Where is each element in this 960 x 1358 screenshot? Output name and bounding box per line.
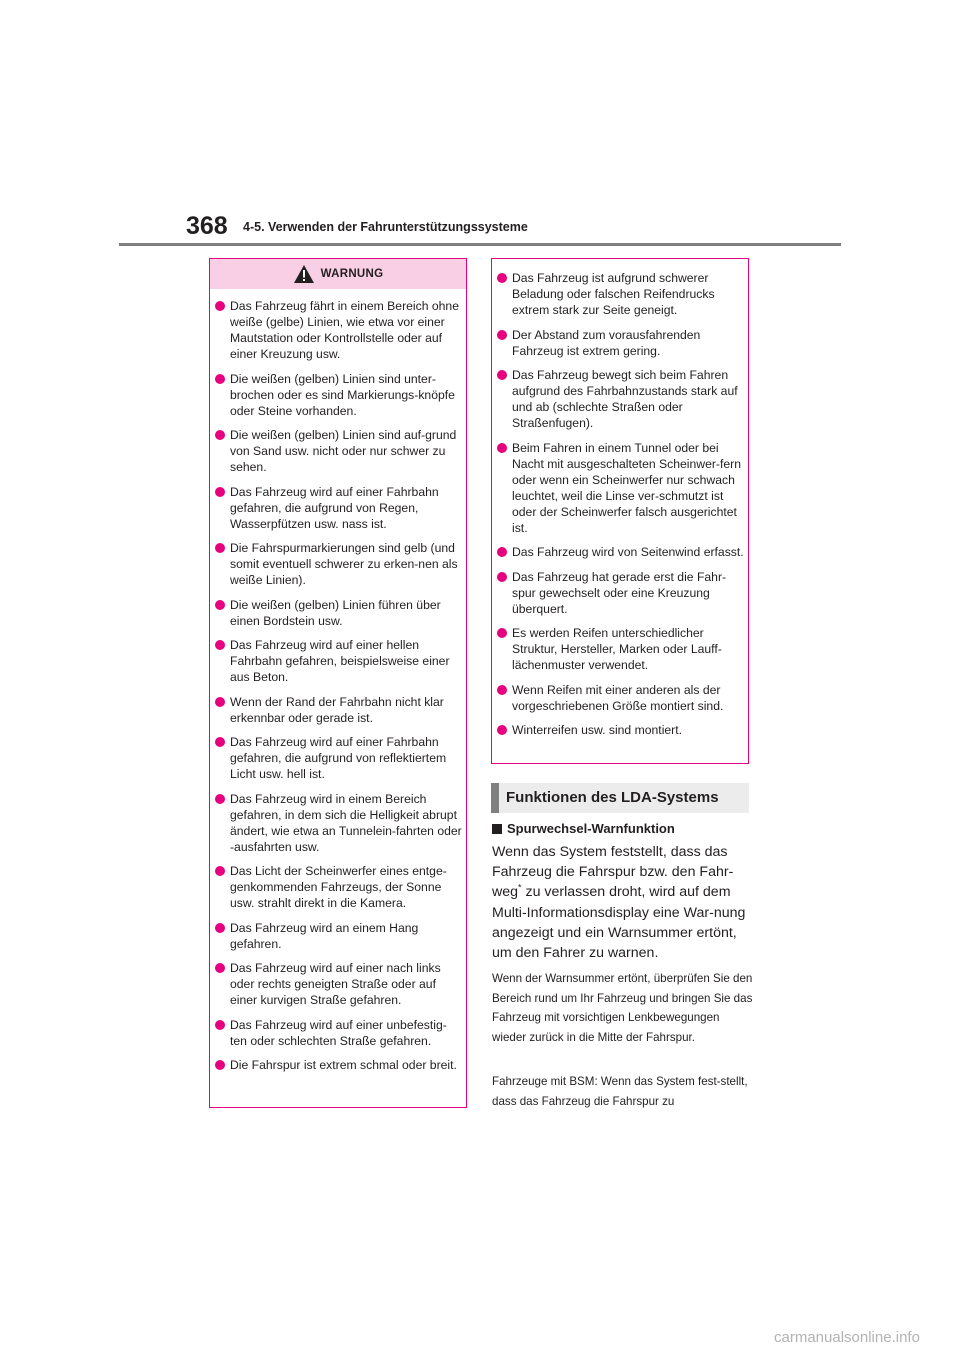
list-item: [494, 544, 750, 560]
header-rule: [119, 243, 841, 246]
list-item-text: Das Fahrzeug wird auf einer hellen Fahrbahn gefahren, beispielsweise einer aus Beton.: [230, 638, 450, 684]
watermark: carmanualsonline.info: [774, 1329, 920, 1346]
warning-continued-list: [492, 259, 748, 738]
page-number: 368: [186, 212, 228, 240]
list-item: [212, 863, 468, 911]
bullet-dot-icon: [497, 725, 507, 735]
bullet-dot-icon: [215, 697, 225, 707]
list-item-text: Beim Fahren in einem Tunnel oder bei Nacht mit ausgeschalteten Scheinwer-fern oder wenn ein Scheinwerfer nur schwach leuchtet, weil die Linse ver-schmutzt ist oder der Scheinwerfer falsch ausgerichtet ist.: [512, 440, 741, 535]
list-item: [212, 540, 468, 588]
bullet-dot-icon: [215, 1020, 225, 1030]
paragraph-1: Wenn der Warnsummer ertönt, überprüfen Sie den Bereich rund um Ihr Fahrzeug und bringen Sie das Fahrzeug mit vorsichtigen Lenkbewegungen wieder zurück in die Mitte der Fahrspur.: [492, 972, 753, 1044]
subheading-text: Spurwechsel-Warnfunktion: [507, 821, 675, 836]
bullet-dot-icon: [215, 374, 225, 384]
list-item-text: Das Licht der Scheinwerfer eines entge-genkommenden Fahrzeugs, der Sonne usw. strahlt direkt in die Kamera.: [230, 864, 447, 910]
warning-title: WARNUNG: [320, 268, 384, 280]
list-item-text: Das Fahrzeug bewegt sich beim Fahren aufgrund des Fahrbahnzustands stark auf und ab (schlechte Straßen oder Straßenfugen).: [512, 368, 738, 430]
warning-triangle-icon: [293, 264, 315, 284]
bullet-dot-icon: [497, 330, 507, 340]
list-item: [212, 920, 468, 952]
list-item: [494, 270, 750, 318]
list-item: [212, 960, 468, 1008]
list-item-text: Das Fahrzeug wird an einem Hang gefahren.: [230, 920, 419, 951]
bullet-dot-icon: [215, 963, 225, 973]
square-bullet-icon: [492, 824, 502, 834]
bullet-dot-icon: [497, 572, 507, 582]
bullet-dot-icon: [215, 430, 225, 440]
bullet-dot-icon: [497, 547, 507, 557]
list-item-text: Die Fahrspur ist extrem schmal oder breit.: [230, 1058, 457, 1072]
list-item-text: Das Fahrzeug fährt in einem Bereich ohne weiße (gelbe) Linien, wie etwa vor einer Mautstation oder Kontrollstelle oder auf einer Kreuzung usw.: [230, 299, 459, 361]
list-item: [212, 1017, 468, 1049]
bullet-dot-icon: [215, 487, 225, 497]
bullet-dot-icon: [497, 370, 507, 380]
list-item: [212, 1057, 468, 1073]
footnote-marker: *: [518, 882, 522, 893]
bullet-dot-icon: [215, 600, 225, 610]
section-heading: Funktionen des LDA-Systems: [491, 783, 749, 813]
list-item-text: Das Fahrzeug wird von Seitenwind erfasst.: [512, 545, 744, 559]
list-item: [494, 327, 750, 359]
intro-text-start: Wenn das System feststellt, dass das Fahrzeug die Fahrspur bzw. den Fahr-weg: [492, 844, 734, 901]
list-item-text: Die weißen (gelben) Linien sind auf-grund von Sand usw. nicht oder nur schwer zu sehen.: [230, 428, 457, 474]
list-item: [494, 682, 750, 714]
list-item-text: Die weißen (gelben) Linien führen über einen Bordstein usw.: [230, 597, 441, 628]
list-item: [212, 734, 468, 782]
list-item-text: Die weißen (gelben) Linien sind unter-brochen oder es sind Markierungs-knöpfe oder Steine vorhanden.: [230, 371, 455, 418]
list-item: [212, 637, 468, 685]
warning-continued-box: [491, 258, 749, 764]
list-item: [212, 484, 468, 532]
list-item-text: Winterreifen usw. sind montiert.: [512, 723, 683, 737]
bullet-dot-icon: [215, 737, 225, 747]
bullet-dot-icon: [215, 543, 225, 553]
list-item: [494, 440, 750, 536]
list-item: [212, 791, 468, 855]
list-item: [494, 625, 750, 673]
list-item-text: Es werden Reifen unterschiedlicher Struktur, Hersteller, Marken oder Lauff-lächenmuster verwendet.: [512, 626, 722, 672]
list-item-text: Wenn der Rand der Fahrbahn nicht klar erkennbar oder gerade ist.: [230, 694, 444, 725]
list-item-text: Das Fahrzeug wird auf einer unbefestig-ten oder schlechten Straße gefahren.: [230, 1017, 447, 1048]
list-item: [494, 569, 750, 617]
list-item-text: Wenn Reifen mit einer anderen als der vorgeschriebenen Größe montiert sind.: [512, 682, 724, 713]
list-item-text: Die Fahrspurmarkierungen sind gelb (und somit eventuell schwerer zu erken-nen als weiße Linien).: [230, 541, 458, 587]
intro-text-end: zu verlassen droht, wird auf dem Multi-Informationsdisplay eine War-nung angezeigt und ein Warnsummer ertönt, um den Fahrer zu warnen.: [492, 884, 746, 962]
list-item-text: Das Fahrzeug ist aufgrund schwerer Beladung oder falschen Reifendrucks extrem stark zur Seite geneigt.: [512, 271, 715, 317]
bullet-dot-icon: [215, 301, 225, 311]
bullet-dot-icon: [497, 273, 507, 283]
bullet-dot-icon: [215, 866, 225, 876]
list-item-text: Das Fahrzeug wird auf einer nach links oder rechts geneigten Straße oder auf einer kurvigen Straße gefahren.: [230, 961, 441, 1007]
paragraph-2: Fahrzeuge mit BSM: Wenn das System fest-stellt, dass das Fahrzeug die Fahrspur zu: [492, 1075, 748, 1108]
list-item: [212, 427, 468, 475]
list-item: [212, 694, 468, 726]
bullet-dot-icon: [215, 923, 225, 933]
list-item: [212, 298, 468, 362]
list-item-text: Das Fahrzeug wird auf einer Fahrbahn gefahren, die aufgrund von reflektiertem Licht usw. hell ist.: [230, 735, 447, 781]
list-item-text: Das Fahrzeug wird in einem Bereich gefahren, in dem sich die Helligkeit abrupt ändert, wie etwa an Tunnelein-fahrten oder -ausfahrten usw.: [230, 791, 462, 854]
list-item: [212, 597, 468, 629]
bullet-dot-icon: [497, 685, 507, 695]
bullet-dot-icon: [215, 794, 225, 804]
warning-box: [209, 258, 467, 1108]
list-item-text: Das Fahrzeug hat gerade erst die Fahr-spur gewechselt oder eine Kreuzung überquert.: [512, 569, 727, 616]
warning-header: [210, 259, 466, 289]
bullet-dot-icon: [215, 640, 225, 650]
bullet-dot-icon: [497, 443, 507, 453]
list-item: [494, 722, 750, 738]
list-item: [212, 371, 468, 419]
list-item-text: Der Abstand zum vorausfahrenden Fahrzeug ist extrem gering.: [512, 327, 701, 358]
bullet-dot-icon: [497, 628, 507, 638]
chapter-title: 4-5. Verwenden der Fahrunterstützungssysteme: [243, 220, 528, 234]
warning-list: [210, 289, 466, 1073]
list-item: [494, 367, 750, 431]
subheading: [492, 821, 675, 836]
bullet-dot-icon: [215, 1060, 225, 1070]
intro-paragraph: [492, 842, 754, 963]
list-item-text: Das Fahrzeug wird auf einer Fahrbahn gefahren, die aufgrund von Regen, Wasserpfützen usw. nass ist.: [230, 484, 439, 531]
